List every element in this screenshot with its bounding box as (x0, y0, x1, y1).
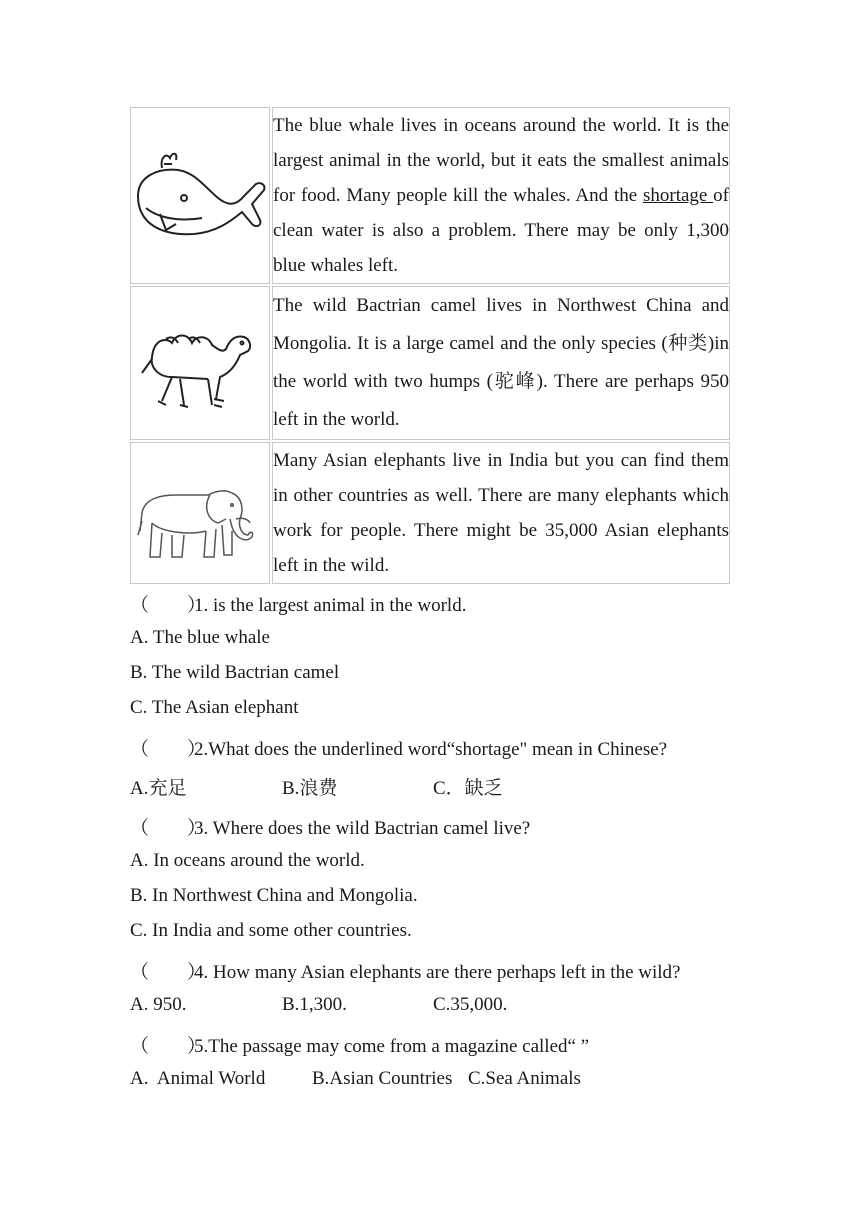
camel-cell (130, 286, 270, 440)
passage-table (128, 105, 732, 586)
q2-option-a: A.充足 (130, 778, 187, 799)
question-5-stem: 5.The passage may come from a magazine called“ ” (194, 1036, 590, 1057)
question-2-stem: 2.What does the underlined word“shortage" mean in Chinese? (194, 739, 668, 760)
question-1 (130, 590, 466, 617)
q4-option-a: A. 950. (130, 994, 187, 1015)
q1-option-b: B. The wild Bactrian camel (130, 662, 340, 683)
q5-option-c: C.Sea Animals (468, 1068, 581, 1089)
q5-option-a: A. Animal World (130, 1068, 266, 1089)
whale-icon (132, 146, 268, 266)
q4-option-b: B.1,300. (282, 994, 347, 1015)
q2-options (130, 773, 503, 800)
underlined-word-shortage: shortage (642, 185, 714, 206)
q3-option-c: C. In India and some other countries. (130, 920, 412, 941)
question-2 (130, 734, 667, 761)
whale-passage (272, 107, 730, 284)
whale-passage-text: The blue whale lives in oceans around the world. It is the largest animal in the world, but it eats the smallest animals for food. Many people kill the whales. And the (273, 115, 729, 206)
q5-options (130, 1068, 581, 1090)
q4-option-c: C.35,000. (433, 994, 508, 1015)
q1-option-a: A. The blue whale (130, 627, 270, 648)
camel-icon (132, 309, 268, 419)
answer-blank-3[interactable]: （ ） (130, 818, 207, 839)
question-5 (130, 1031, 589, 1058)
camel-passage: The wild Bactrian camel lives in Northwest China and Mongolia. It is a large camel and the only species (种类)in the world with two humps (驼峰). There are perhaps 950 left in the world. (272, 286, 730, 440)
q3-option-b: B. In Northwest China and Mongolia. (130, 885, 418, 906)
answer-blank-1[interactable]: （ ） (130, 595, 207, 616)
passage-row-elephant (130, 442, 730, 584)
whale-cell (130, 107, 270, 284)
q4-options (130, 994, 507, 1016)
q1-option-c: C. The Asian elephant (130, 697, 299, 718)
question-3 (130, 813, 530, 840)
answer-blank-4[interactable]: （ ） (130, 962, 207, 983)
elephant-cell (130, 442, 270, 584)
answer-blank-2[interactable]: （ ） (130, 739, 207, 760)
q3-option-a: A. In oceans around the world. (130, 850, 365, 871)
q2-option-b: B.浪费 (282, 778, 338, 799)
question-4-stem: 4. How many Asian elephants are there perhaps left in the wild? (194, 962, 681, 983)
question-1-stem: 1. is the largest animal in the world. (194, 595, 467, 616)
answer-blank-5[interactable]: （ ） (130, 1036, 207, 1057)
passage-row-camel (130, 286, 730, 440)
passage-row-whale (130, 107, 730, 284)
q2-option-c: C．缺乏 (433, 778, 503, 799)
elephant-icon (132, 461, 268, 571)
q5-option-b: B.Asian Countries (312, 1068, 453, 1089)
question-4 (130, 957, 680, 984)
whale-passage-text-end: of clean water is also a problem. There may be only 1,300 blue whales left. (273, 185, 729, 276)
elephant-passage: Many Asian elephants live in India but you can find them in other countries as well. There are many elephants which work for people. There might be 35,000 Asian elephants left in the wild. (272, 442, 730, 584)
question-3-stem: 3. Where does the wild Bactrian camel live? (194, 818, 531, 839)
